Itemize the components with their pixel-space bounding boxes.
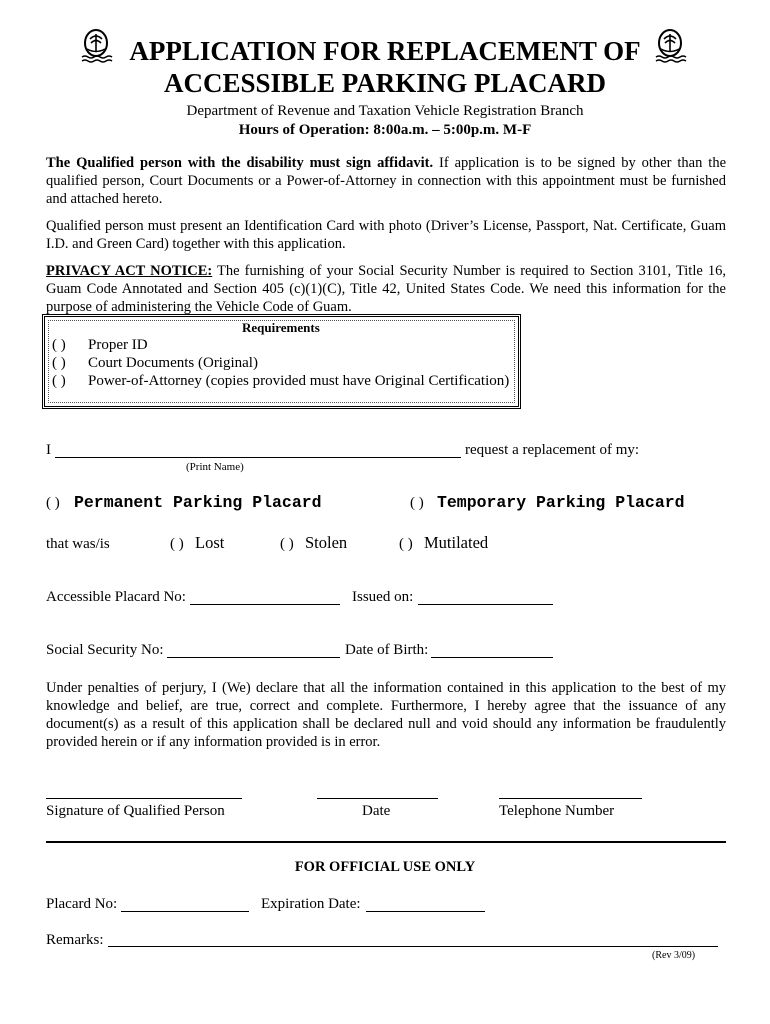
affidavit-text: If application is to be signed by other than the qualified person, Court Documents or a Power-of-Attorney in connection with this appointment must be furnished and attached hereto. (46, 155, 727, 207)
mutilated-label: Mutilated (424, 533, 489, 552)
lost-label: Lost (195, 533, 225, 552)
dob-label: Date of Birth: (345, 642, 429, 658)
request-suffix: request a replacement of my: (465, 442, 640, 458)
ssn-label: Social Security No: (46, 642, 164, 658)
date-field[interactable] (317, 798, 438, 799)
remarks-label: Remarks: (46, 932, 104, 948)
placard-no-label: Accessible Placard No: (46, 589, 186, 605)
affidavit-paragraph (46, 154, 726, 208)
requirement-checkbox[interactable]: ( ) (52, 355, 66, 371)
requirement-court-documents: Court Documents (Original) (88, 355, 258, 371)
official-divider (46, 841, 726, 843)
lost-checkbox[interactable]: ( ) (170, 536, 184, 552)
id-requirement-paragraph: Qualified person must present an Identification Card with photo (Driver’s License, Passport, Nat. Certificate, Guam I.D. and Green Card) together with this application. (46, 218, 726, 252)
privacy-notice-text: The furnishing of your Social Security Number is required to Section 3101, Title 16, Guam Code Annotated and Section 405 (c)(1)(C), Title 42, United States Code. We need this information for the purpose of administering the Vehicle Code of Guam. (46, 263, 727, 315)
title-line-1: APPLICATION FOR REPLACEMENT OF (129, 36, 641, 66)
issued-on-field[interactable] (418, 604, 553, 605)
print-name-field[interactable] (55, 457, 461, 458)
official-use-heading: FOR OFFICIAL USE ONLY (294, 859, 476, 875)
signature-label: Signature of Qualified Person (46, 803, 225, 819)
date-label: Date (362, 803, 391, 819)
affidavit-bold: The Qualified person with the disability must sign affidavit. (46, 155, 434, 171)
perjury-declaration: Under penalties of perjury, I (We) declare that all the information contained in this application to the best of my knowledge and belief, are true, correct and complete. Furthermore, I hereby agree that the issuance of any document(s) as a result of this application shall be declared null and void should any information be fraudulently provided herein or if any information provided is in error. (46, 680, 726, 750)
revision-note: (Rev 3/09) (652, 950, 696, 961)
stolen-label: Stolen (305, 533, 348, 552)
permanent-placard-label: Permanent Parking Placard (74, 493, 322, 512)
expiration-date-field[interactable] (366, 911, 485, 912)
telephone-field[interactable] (499, 798, 642, 799)
requirement-proper-id: Proper ID (88, 337, 148, 353)
expiration-date-label: Expiration Date: (261, 896, 361, 912)
dob-field[interactable] (431, 657, 553, 658)
print-name-caption: (Print Name) (186, 461, 244, 473)
temporary-checkbox[interactable]: ( ) (410, 495, 424, 511)
department-line: Department of Revenue and Taxation Vehicle Registration Branch (186, 103, 584, 119)
hours-of-operation: Hours of Operation: 8:00a.m. – 5:00p.m. M-F (238, 122, 532, 138)
ssn-field[interactable] (167, 657, 340, 658)
placard-no-field[interactable] (190, 604, 340, 605)
privacy-notice-label: PRIVACY ACT NOTICE: (46, 263, 213, 279)
condition-prefix: that was/is (46, 536, 110, 552)
signature-field[interactable] (46, 798, 242, 799)
stolen-checkbox[interactable]: ( ) (280, 536, 294, 552)
remarks-field[interactable] (108, 946, 718, 947)
requirements-heading: Requirements (242, 320, 320, 335)
request-prefix: I (46, 442, 51, 458)
issued-on-label: Issued on: (352, 589, 414, 605)
permanent-checkbox[interactable]: ( ) (46, 495, 60, 511)
privacy-notice-paragraph (46, 262, 726, 316)
temporary-placard-label: Temporary Parking Placard (437, 493, 685, 512)
requirement-checkbox[interactable]: ( ) (52, 337, 66, 353)
official-placard-no-label: Placard No: (46, 896, 118, 912)
requirement-power-of-attorney: Power-of-Attorney (copies provided must have Original Certification) (88, 373, 510, 389)
title-line-2: ACCESSIBLE PARKING PLACARD (163, 68, 607, 98)
requirement-checkbox[interactable]: ( ) (52, 373, 66, 389)
telephone-label: Telephone Number (499, 803, 615, 819)
mutilated-checkbox[interactable]: ( ) (399, 536, 413, 552)
official-placard-no-field[interactable] (121, 911, 249, 912)
